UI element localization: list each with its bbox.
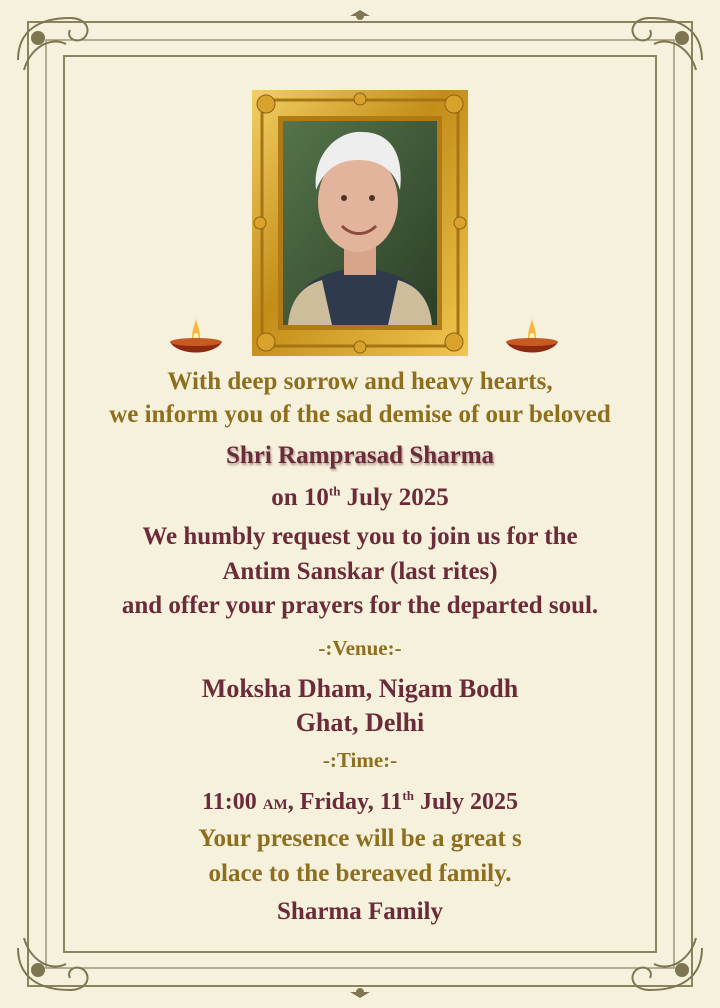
date-ordinal: th [328,483,341,499]
memorial-portrait [252,90,468,356]
date-month-year: July 2025 [340,484,449,511]
time-ordinal: th [402,788,414,803]
date-text: on 10 [271,484,329,511]
request-line: and offer your prayers for the departed soul. [121,592,599,619]
ceremony-time [60,787,660,817]
time-label: -:Time:- [322,748,398,772]
intro-line: we inform you of the sad demise of our beloved [109,401,611,429]
request-line: We humbly request you to join us for the [142,523,578,550]
closing-line: olace to the bereaved family. [208,859,512,887]
closing-message [60,822,660,891]
venue-line: Moksha Dham, Nigam Bodh [201,674,519,703]
date-of-demise [60,482,660,513]
venue-label: -:Venue:- [318,636,402,660]
time-ampm: AM [262,797,288,813]
diya-lamp-icon [170,318,222,358]
venue-line: Ghat, Delhi [295,707,425,737]
time-month-year: July 2025 [413,789,518,815]
time-day: , Friday, 11 [287,789,403,815]
request-line: Antim Sanskar (last rites) [222,557,498,585]
intro-line: With deep sorrow and heavy hearts, [167,368,553,395]
family-signature: Sharma Family [277,898,443,925]
diya-lamp-icon [506,318,558,358]
intro-message [60,366,660,431]
request-message [60,520,660,624]
deceased-name: Shri Ramprasad Sharma [225,442,495,469]
closing-line: Your presence will be a great s [198,825,522,852]
time-clock: 11:00 [202,789,263,815]
venue-address [60,672,660,740]
